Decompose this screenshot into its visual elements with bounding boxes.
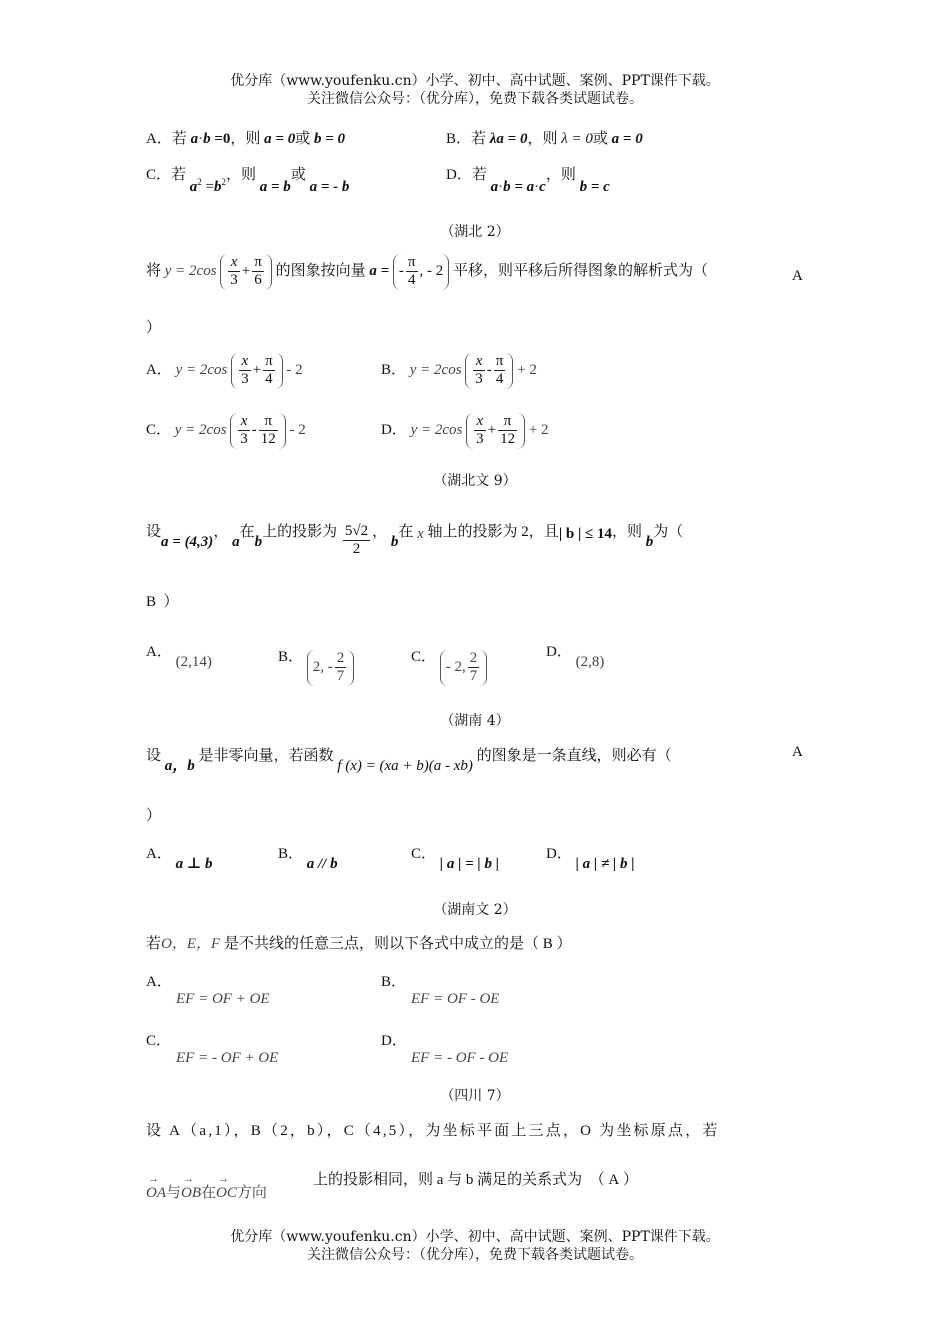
footer-line-1: 优分库（www.youfenku.cn）小学、初中、高中试题、案例、PPT课件下载。 (230, 1229, 720, 1245)
q5-stem-line-2: 上的投影相同，则 a 与 b 满足的关系式为 （ A ） (313, 1172, 639, 1188)
header-line-1: 优分库（www.youfenku.cn）小学、初中、高中试题、案例、PPT课件下载。 (230, 73, 720, 89)
q1-option-c: C． y = 2cos $\frac{x}{3}$ - $\frac{\pi}{12}$ - 2 (146, 413, 306, 448)
q2-stem: 设a = (4,3)， a在b上的投影为 $\frac{5√2}{2}$ ， b在 x 轴上的投影为 2，且| b | ≤ 14，则 b为（ (146, 523, 684, 558)
q5-stem-line-1: 设 A（a,1），B（2，b），C（4,5），为坐标平面上三点，O 为坐标原点，若 (146, 1123, 720, 1139)
q2-option-a: A． (2,14) (146, 644, 212, 670)
q1-answer: A (792, 268, 803, 284)
q3-option-b: B． a // b (278, 846, 338, 872)
source-label: （湖南文 2） (433, 902, 517, 918)
q4-option-d: D． EF = - OF - OE (381, 1033, 509, 1066)
q0-option-c: C．若 $a^2 =b^2$，则 a = b或 a = - b (146, 167, 350, 195)
q1-option-b: B． y = 2cos $\frac{x}{3}$ - $\frac{\pi}{4}$ + 2 (381, 353, 537, 388)
q5-vectors: → OA与→ OB在→ OC方向 (146, 1181, 267, 1202)
q4-option-b: B． EF = OF - OE (381, 974, 500, 1007)
q3-stem: 设 a，b 是非零向量，若函数 f (x) = (xa + b)(a - xb) 的图象是一条直线，则必有（ (146, 748, 672, 774)
q1-stem: 将 y = 2cos $\frac{x}{3}$ + $\frac{\pi}{6}$ 的图象按向量 a = - $\frac{\pi}{4}$ , - 2 平移，则平移后所得图象的解析式为（ (146, 254, 709, 289)
source-label: （湖北文 9） (433, 473, 517, 489)
q2-option-b: B． 2, - $\frac{2}{7}$ (278, 640, 354, 676)
q4-option-c: C． EF = - OF + OE (146, 1033, 279, 1066)
q1-option-d: D． y = 2cos $\frac{x}{3}$ + $\frac{\pi}{12}$ + 2 (381, 413, 549, 448)
source-label: （四川 7） (440, 1088, 510, 1104)
q1-option-a: A． y = 2cos $\frac{x}{3}$ + $\frac{\pi}{4}$ - 2 (146, 353, 303, 388)
q0-option-b: B．若 λa = 0，则 λ = 0或 a = 0 (446, 131, 643, 147)
q4-option-a: A． EF = OF + OE (146, 974, 270, 1007)
q3-option-d: D． | a | ≠ | b | (546, 846, 635, 872)
source-label: （湖南 4） (440, 713, 510, 729)
q1-close: ） (146, 320, 162, 336)
q3-close: ） (146, 808, 162, 824)
header-line-2: 关注微信公众号：（优分库），免费下载各类试题试卷。 (307, 91, 643, 107)
q2-option-d: D． (2,8) (546, 644, 605, 670)
q2-answer-line: B ） (146, 594, 179, 610)
q3-option-c: C． | a | = | b | (411, 846, 500, 872)
q0-option-d: D．若 a·b = a·c，则 b = c (446, 167, 610, 195)
q0-option-a: A．若 a·b =0，则 a = 0或 b = 0 (146, 131, 346, 147)
q2-option-c: C． - 2, $\frac{2}{7}$ (411, 640, 487, 676)
q3-answer: A (792, 744, 803, 760)
q4-stem: 若O，E，F 是不共线的任意三点，则以下各式中成立的是（ B ） (146, 936, 572, 952)
source-label: （湖北 2） (440, 224, 510, 240)
footer-line-2: 关注微信公众号：（优分库），免费下载各类试题试卷。 (307, 1247, 643, 1263)
q3-option-a: A． a ⊥ b (146, 846, 213, 872)
